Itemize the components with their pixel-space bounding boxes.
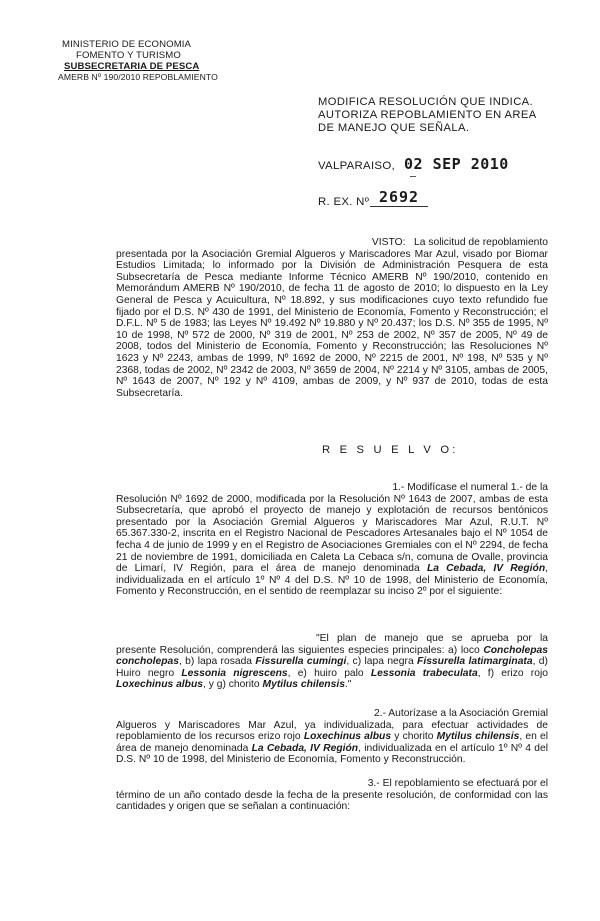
species-lessonia-nigrescens: Lessonia nigrescens [181, 667, 288, 679]
quote-text-h: ." [344, 679, 352, 691]
p1-text-b: , individualizada en el artículo 1º Nº 4 del D.S. Nº 10 de 1998, del Ministerio de Economía, Fomento y Reconstrucción, en el sentido de reemplazar su inciso 2º por el siguiente: [116, 563, 548, 598]
date-stamp: 02 SEP 2010 [404, 155, 509, 173]
ministry-header [58, 40, 228, 83]
quote-text-g: , y g) chorito [202, 679, 260, 691]
p3-text: término de un año contado desde la fecha de la presente resolución, de conformidad con las cantidades y origen que se señalan a continuación: [116, 789, 548, 813]
p3-first-line: 3.- El repoblamiento se efectuará por el [367, 778, 548, 789]
p2-text-c: , en el área de manejo denominada [116, 731, 549, 754]
header-line-ministry: MINISTERIO DE ECONOMIA [62, 39, 192, 50]
quote-text-e: , e) huiro palo [287, 667, 364, 679]
quote-text-a: "El plan de manejo que se aprueba por la presente Resolución, comprenderá las siguientes especies principales: a) loco [116, 633, 548, 656]
quote-text-f: , f) erizo rojo [477, 667, 548, 679]
p2-text-a: Algueros y Mariscadores Mar Azul, ya individualizada, para efectuar actividades de repoblamiento de los recursos erizo rojo [116, 719, 548, 743]
p1-text-a: Resolución Nº 1692 de 2000, modificada por la Resolución Nº 1643 de 2007, ambas de esta Subsecretaría, que aprobó el proyecto de manejo y explotación de recursos bentónicos presentado por la Asociación Gremial Algueros y Mariscadores Mar Azul, R.U.T. Nº 65.367.330-2, inscrita en el Registro Nacional de Pescadores Artesanales bajo el Nº 1054 de fecha 4 de junio de 1999 y en el Registro de Asociaciones Gremiales con el Nº 2294, de fecha 21 de noviembre de 1991, domiciliada en Caleta La Cebaca s/n, comuna de Ovalle, provincia de Limarí, IV Región, para el área de manejo denominada [116, 493, 548, 575]
p2-area-name: La Cebada, IV Región [251, 742, 359, 754]
species-mytilus-chilensis: Mytilus chilensis [262, 679, 345, 691]
p2-text-b: y chorito [394, 731, 434, 743]
visto-first-line: La solicitud de repoblamiento [414, 237, 548, 248]
p2-first-line: 2.- Autorízase a la Asociación Gremial [374, 708, 548, 719]
p2-text-d: , individualizada en el artículo 1º Nº 4 del D.S. Nº 10 de 1998, del Ministerio de Economía, Fomento y Reconstrucción. [116, 742, 548, 766]
species-concholepas: Concholepas concholepas [116, 644, 548, 668]
visto-text: presentada por la Asociación Gremial Algueros y Mariscadores Mar Azul, visado por Biomar Estudios Limitada; lo informado por la División de Administración Pesquera de esta Subsecretaría de Pesca mediante Informe Técnico AMERB Nº 190/2010, contenido en Memorándum AMERB Nº 190/2010, de fecha 11 de agosto de 2010; lo dispuesto en la Ley General de Pesca y Acuicultura, Nº 18.892, y sus modificaciones cuyo texto refundido fue fijado por el D.S. Nº 430 de 1991, del Ministerio de Economía, Fomento y Reconstrucción; el D.F.L. Nº 5 de 1983; las Leyes Nº 19.492 Nº 19.880 y Nº 20.437; los D.S. Nº 355 de 1995, Nº 10 de 1998, Nº 572 de 2000, Nº 319 de 2001, Nº 253 de 2002, Nº 357 de 2005, Nº 49 de 2008, todos del Ministerio de Economía, Fomento y Reconstrucción; las Resoluciones Nº 1623 y Nº 2243, ambas de 1999, Nº 1692 de 2000, Nº 2215 de 2001, Nº 198, Nº 535 y Nº 2368, todas de 2002, Nº 2342 de 2003, Nº 3659 de 2004, Nº 2214 y Nº 3105, ambas de 2005, Nº 1643 de 2007, Nº 192 y Nº 4109, ambas de 2009, y Nº 937 de 2010, todas de esta Subsecretaría. [116, 248, 548, 399]
quote-text-d: , d) Huiro negro [116, 656, 548, 679]
paragraph-3 [116, 778, 548, 813]
rex-number: 2692 [370, 188, 428, 207]
date-mark [410, 176, 416, 177]
p2-species-mytilus: Mytilus chilensis [436, 731, 520, 743]
place-label: VALPARAISO, [318, 160, 395, 172]
document-title: MODIFICA RESOLUCIÓN QUE INDICA. AUTORIZA REPOBLAMIENTO EN AREA DE MANEJO QUE SEÑALA. [318, 96, 536, 134]
species-fissurella-cumingi: Fissurella cumingi [255, 656, 347, 668]
species-fissurella-latimarginata: Fissurella latimarginata [417, 656, 533, 668]
resuelvo-heading: R E S U E L V O: [322, 444, 459, 456]
p1-area-name: La Cebada, IV Región [426, 563, 546, 575]
header-line-fomento: FOMENTO Y TURISMO [76, 49, 181, 61]
quoted-text [116, 633, 548, 691]
species-lessonia-trabeculata: Lessonia trabeculata [370, 667, 478, 679]
quote-text-c: , c) lapa negra [346, 656, 414, 668]
header-line-amerb: AMERB Nº 190/2010 REPOBLAMIENTO [58, 72, 218, 83]
p1-first-line: 1.- Modifícase el numeral 1.- de la [392, 482, 548, 493]
visto-section [116, 237, 548, 399]
p2-species-loxechinus: Loxechinus albus [303, 731, 392, 743]
paragraph-2 [116, 708, 548, 766]
visto-lead: VISTO: [371, 237, 406, 248]
rex-label: R. EX. Nº [318, 196, 370, 208]
paragraph-1 [116, 482, 548, 598]
species-loxechinus-albus: Loxechinus albus [116, 679, 203, 691]
quote-text-b: , b) lapa rosada [178, 656, 253, 668]
header-line-subsecretaria: SUBSECRETARIA DE PESCA [64, 60, 200, 72]
